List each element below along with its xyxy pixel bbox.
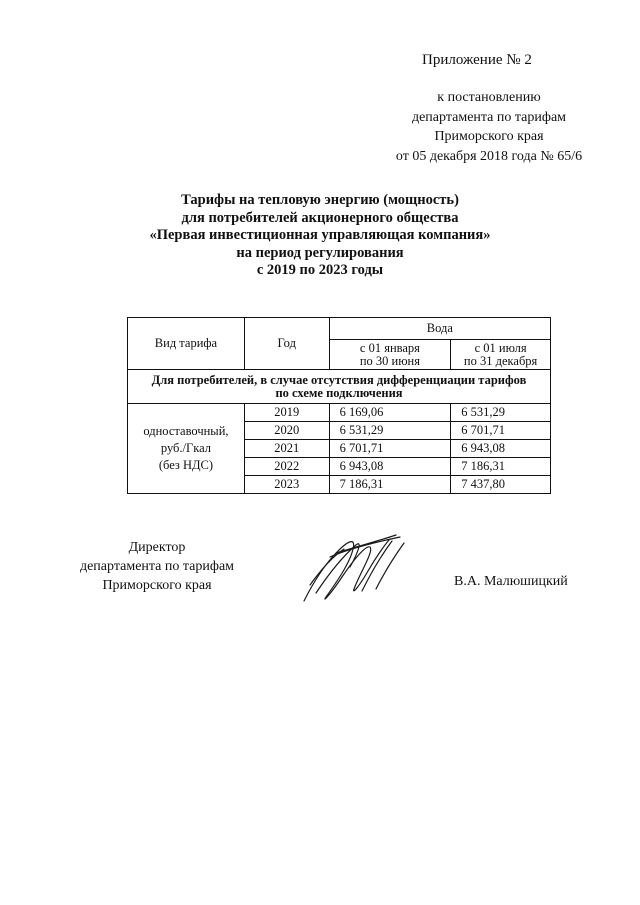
- tariff-value-cell: 6 169,06: [329, 404, 451, 422]
- handwritten-signature: [296, 527, 416, 607]
- tariff-type-line: руб./Гкал: [160, 441, 211, 455]
- title-line: для потребителей акционерного общества: [181, 209, 459, 226]
- title-line: на период регулирования: [236, 244, 404, 261]
- title-line: Тарифы на тепловую энергию (мощность): [181, 192, 459, 208]
- period-line: с 01 января: [359, 340, 420, 355]
- signer-position: [62, 538, 252, 595]
- header-year: Год: [244, 318, 329, 370]
- signer-position-line: департамента по тарифам: [79, 559, 235, 574]
- tariff-value-cell: 7 186,31: [451, 458, 551, 476]
- tariff-value-cell: 6 701,71: [451, 422, 551, 440]
- tariff-value-cell: 7 186,31: [329, 476, 451, 494]
- resolution-reference: [382, 88, 596, 166]
- tariff-value-cell: 6 531,29: [329, 422, 451, 440]
- tariff-type-cell: [128, 404, 245, 494]
- tariff-table: [127, 317, 551, 494]
- title-line: «Первая инвестиционная управляющая компания»: [149, 227, 491, 243]
- document-title: [120, 192, 520, 280]
- year-cell: 2023: [244, 476, 329, 494]
- header-period-first-half: [329, 340, 451, 370]
- header-tariff-type: Вид тарифа: [128, 318, 245, 370]
- tariff-value-cell: 6 531,29: [451, 404, 551, 422]
- header-water: Вода: [329, 318, 550, 340]
- year-cell: 2020: [244, 422, 329, 440]
- resolution-line: к постановлению: [437, 90, 541, 105]
- table-row: [128, 404, 551, 422]
- tariff-value-cell: 6 943,08: [329, 458, 451, 476]
- year-cell: 2019: [244, 404, 329, 422]
- signer-position-line: Директор: [128, 540, 186, 555]
- section-line: по схеме подключения: [275, 385, 403, 400]
- year-cell: 2022: [244, 458, 329, 476]
- signer-position-line: Приморского края: [102, 578, 212, 593]
- year-cell: 2021: [244, 440, 329, 458]
- annex-number: Приложение № 2: [422, 52, 532, 68]
- resolution-line: Приморского края: [434, 129, 544, 144]
- tariff-value-cell: 7 437,80: [451, 476, 551, 494]
- tariff-value-cell: 6 943,08: [451, 440, 551, 458]
- section-line: Для потребителей, в случае отсутствия дифференциации тарифов: [151, 372, 527, 387]
- title-line: с 2019 по 2023 годы: [256, 262, 384, 278]
- period-line: с 01 июля: [474, 340, 527, 355]
- header-period-second-half: [451, 340, 551, 370]
- tariff-value-cell: 6 701,71: [329, 440, 451, 458]
- resolution-line: от 05 декабря 2018 года № 65/6: [395, 148, 583, 164]
- resolution-line: департамента по тарифам: [411, 109, 567, 125]
- signer-name: В.А. Малюшицкий: [454, 574, 568, 589]
- tariff-type-line: (без НДС): [158, 458, 214, 472]
- tariff-type-line: одноставочный,: [143, 424, 229, 438]
- section-heading: [128, 370, 551, 404]
- period-line: по 30 июня: [359, 353, 420, 368]
- period-line: по 31 декабря: [463, 353, 538, 368]
